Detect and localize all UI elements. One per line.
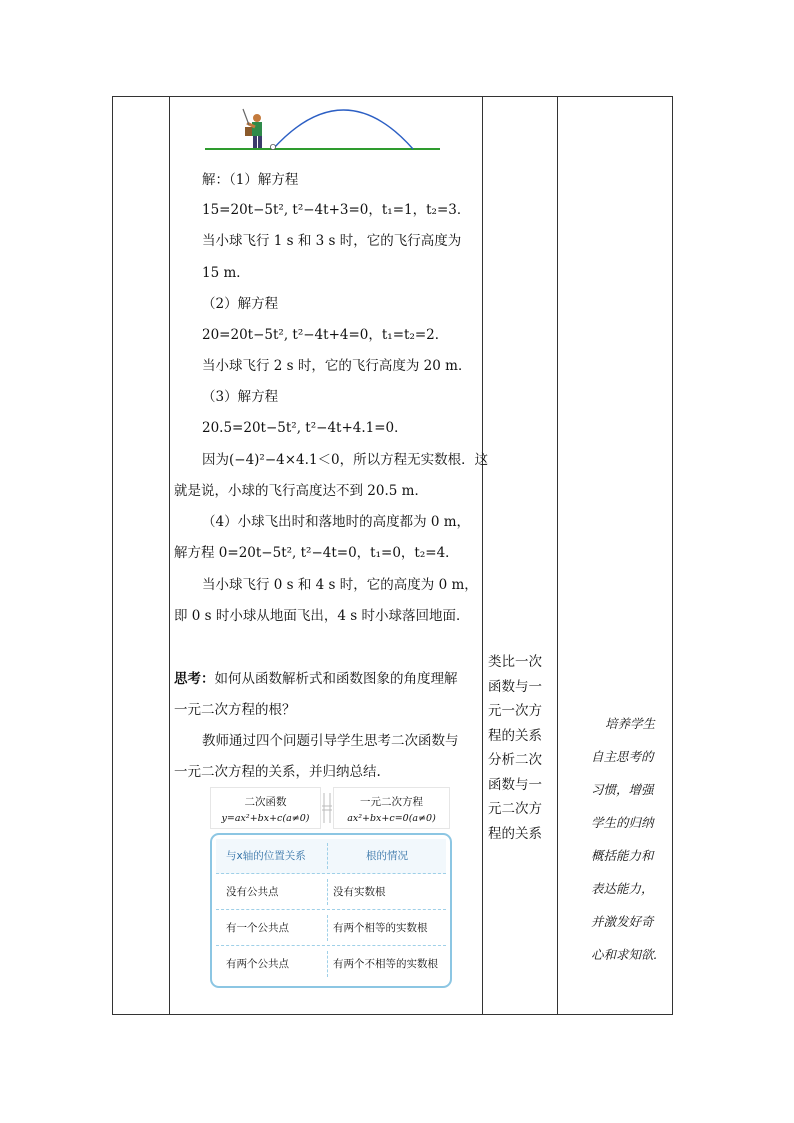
answer-4b: 即 0 s 时小球从地面飞出，4 s 时小球落回地面． (174, 608, 470, 624)
quadratic-function-header (210, 787, 321, 829)
row-roots: 没有实数根 (333, 886, 386, 898)
teacher-guide-1: 教师通过四个问题引导学生思考二次函数与 (202, 733, 459, 749)
teaching-content-cell (170, 97, 489, 1014)
row-position: 有两个公共点 (226, 958, 289, 970)
summary-figure (210, 787, 454, 990)
golf-trajectory-illustration (205, 103, 440, 153)
answer-3b: 就是说，小球的飞行高度达不到 20.5 m． (174, 483, 428, 499)
equation-2: 20=20t−5t², t²−4t+4=0，t₁=t₂=2． (202, 327, 449, 343)
answer-1b: 15 m． (202, 265, 250, 281)
row-position: 有一个公共点 (226, 922, 289, 934)
quadratic-equation-formula: ax²+bx+c=0(a≠0) (347, 813, 436, 824)
answer-4a: 当小球飞行 0 s 和 4 s 时，它的高度为 0 m， (202, 577, 478, 593)
row-roots: 有两个不相等的实数根 (333, 958, 438, 970)
quadratic-equation-header (333, 787, 450, 829)
answer-1a: 当小球飞行 1 s 和 3 s 时，它的飞行高度为 (202, 233, 462, 249)
column-divider (482, 97, 483, 1014)
column-divider (557, 97, 558, 1014)
lesson-table (112, 96, 673, 1015)
part-3: （3）解方程 (202, 389, 279, 405)
table-row (216, 947, 446, 981)
quadratic-equation-title: 一元二次方程 (360, 796, 423, 808)
quadratic-function-title: 二次函数 (244, 796, 287, 808)
equation-3: 20.5=20t−5t², t²−4t+4.1=0． (202, 420, 408, 436)
quadratic-function-formula: y=ax²+bx+c(a≠0) (221, 813, 310, 824)
part-4a: （4）小球飞出时和落地时的高度都为 0 m， (202, 514, 471, 530)
design-intent-text: 培养学生自主思考的习惯，增强学生的归纳概括能力和表达能力，并激发好奇心和求知欲. (591, 716, 658, 962)
table-row (216, 875, 446, 910)
relation-table (210, 833, 452, 988)
header-position: 与x轴的位置关系 (226, 850, 306, 862)
think-question-1 (174, 667, 458, 687)
part-2: （2）解方程 (202, 296, 279, 312)
student-activity-cell: 类比一次函数与一元一次方程的关系分析二次函数与一元二次方程的关系 (488, 654, 542, 842)
table-row (216, 911, 446, 946)
golfer-icon (243, 109, 262, 148)
teacher-guide-2: 一元二次方程的关系，并归纳总结. (174, 764, 381, 780)
design-intent-cell (591, 707, 665, 971)
equation-1: 15=20t−5t², t²−4t+3=0，t₁=1，t₂=3． (202, 202, 471, 218)
part-4b: 解方程 0=20t−5t², t²−4t=0，t₁=0，t₂=4． (174, 545, 459, 561)
answer-3a: 因为(−4)²−4×4.1＜0，所以方程无实数根．这 (202, 452, 489, 468)
think-label: 思考： (174, 671, 215, 687)
answer-2: 当小球飞行 2 s 时，它的飞行高度为 20 m． (202, 358, 472, 374)
link-icon (322, 791, 332, 825)
header-roots: 根的情况 (366, 850, 408, 862)
row-roots: 有两个相等的实数根 (333, 922, 428, 934)
think-question-2: 一元二次方程的根？ (174, 702, 296, 718)
row-position: 没有公共点 (226, 886, 279, 898)
relation-table-header (216, 839, 446, 874)
solution-intro: 解：（1）解方程 (202, 172, 299, 188)
think-question-text: 如何从函数解析式和函数图象的角度理解 (214, 671, 458, 687)
